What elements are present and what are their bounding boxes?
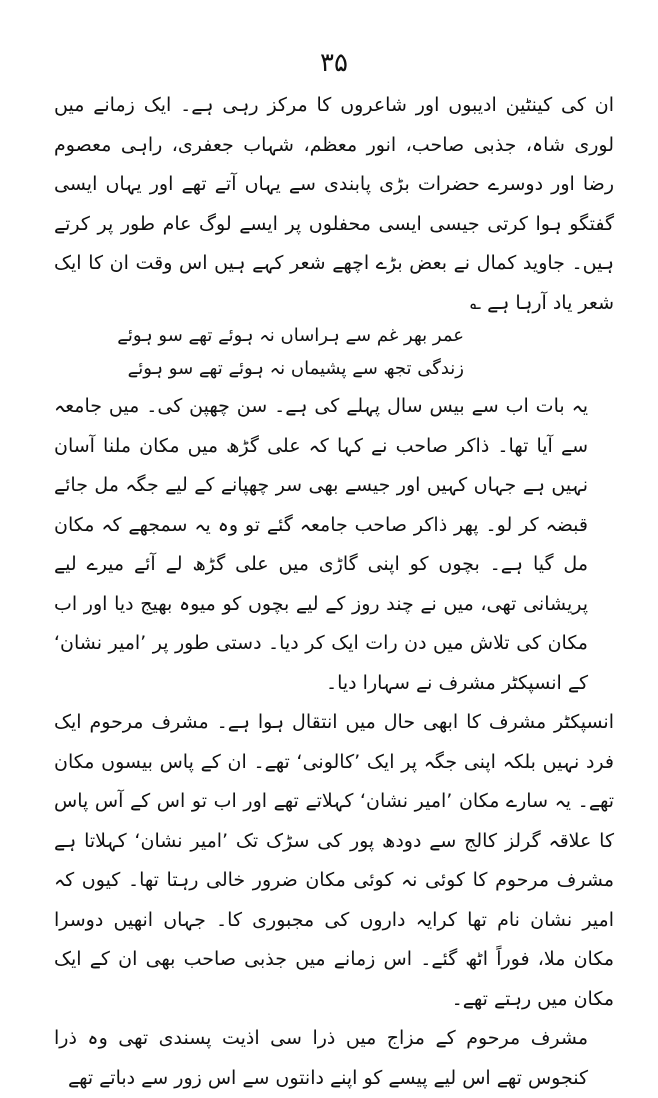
paragraph-3: انسپکٹر مشرف کا ابھی حال میں انتقال ہوا ہے۔ مشرف مرحوم ایک فرد نہیں بلکہ اپنی جگہ پر ایک ’کالونی‘ تھے۔ ان کے پاس بیسوں مکان تھے۔ یہ سارے مکان ’امیر نشان‘ کہلاتے تھے اور اب تو اس کے آس پاس کا علاقہ گرلز کالج سے دودھ پور کی سڑک تک ’امیر نشان‘ کہلاتا ہے مشرف مرحوم کا کوئی نہ کوئی مکان ضرور خالی رہتا تھا۔ کیوں کہ امیر نشان نام تھا کرایہ داروں کی مجبوری کا۔ جہاں انھیں دوسرا مکان ملا، فوراً اٹھ گئے۔ اس زمانے میں جذبی صاحب بھی ان کے ایک مکان میں رہتے تھے۔ <box>54 711 614 1010</box>
page-number: ۳۵ <box>320 48 348 78</box>
paragraph-4: مشرف مرحوم کے مزاج میں ذرا سی اذیت پسندی تھی وہ ذرا کنجوس تھے اس لیے پیسے کو اپنے دانتوں سے اس زور سے دباتے تھے <box>54 1027 588 1089</box>
paragraph-2: یہ بات اب سے بیس سال پہلے کی ہے۔ سن چھپن کی۔ میں جامعہ سے آیا تھا۔ ذاکر صاحب نے کہا کہ علی گڑھ میں مکان ملنا آسان نہیں ہے جہاں کہیں اور جیسے بھی سر چھپانے کے لیے جگہ مل جائے قبضہ کر لو۔ پھر ذاکر صاحب جامعہ گئے تو وہ یہ سمجھے کہ مکان مل گیا ہے۔ بچوں کو اپنی گاڑی میں علی گڑھ لے آئے میرے لیے پریشانی تھی، میں نے چند روز کے لیے بچوں کو میوہ بھیج دیا اور اب مکان کی تلاش میں دن رات ایک کر دیا۔ دستی طور پر ’امیر نشان‘ کے انسپکٹر مشرف نے سہارا دیا۔ <box>54 395 588 694</box>
poem-line-1: عمر بھر غم سے ہراساں نہ ہوئے تھے سو ہوئے <box>117 325 464 346</box>
poem-line-2: زندگی تجھ سے پشیماں نہ ہوئے تھے سو ہوئے <box>127 358 464 379</box>
poem-couplet <box>54 319 614 385</box>
paragraph-1: ان کی کینٹین ادیبوں اور شاعروں کا مرکز رہی ہے۔ ایک زمانے میں لوری شاہ، جذبی صاحب، انور معظم، شہاب جعفری، راہی معصوم رضا اور دوسرے حضرات بڑی پابندی سے یہاں آتے تھے اور یہاں ایسی گفتگو ہوا کرتی جیسی ایسی محفلوں پر ایسے لوگ عام طور پر کرتے ہیں۔ جاوید کمال نے بعض بڑے اچھے شعر کہے ہیں اس وقت ان کا ایک شعر یاد آرہا ہے ؎ <box>54 94 614 314</box>
